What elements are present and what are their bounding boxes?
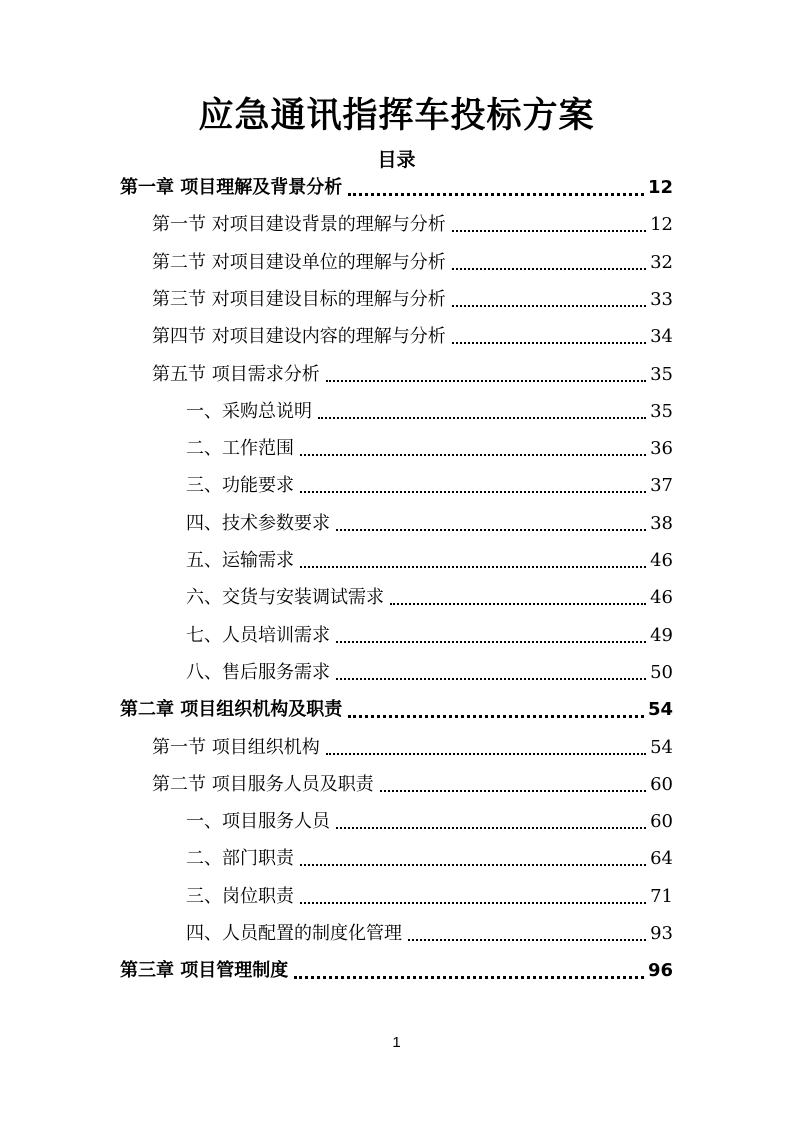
toc-entry-label: 第三章 项目管理制度	[120, 960, 289, 982]
toc-entry-page: 35	[650, 363, 673, 385]
dot-leader	[452, 342, 646, 344]
toc-entry-label: 四、人员配置的制度化管理	[186, 923, 402, 944]
dot-leader	[300, 864, 646, 866]
toc-entry-page: 93	[650, 923, 673, 944]
dot-leader	[452, 268, 646, 270]
toc-entry-item[interactable]	[186, 809, 673, 835]
toc-entry-page: 71	[650, 885, 673, 907]
toc-entry-section[interactable]	[152, 212, 673, 238]
dot-leader	[326, 753, 646, 755]
toc-entry-label: 一、项目服务人员	[186, 811, 330, 833]
toc-entry-item[interactable]	[186, 399, 673, 425]
document-title: 应急通讯指挥车投标方案	[198, 96, 595, 136]
toc-entry-label: 二、工作范围	[186, 438, 294, 460]
dot-leader	[408, 939, 646, 941]
toc-entry-chapter[interactable]	[120, 175, 673, 201]
dot-leader	[380, 790, 646, 792]
toc-entry-page: 36	[650, 438, 673, 460]
toc-entry-label: 第一节 对项目建设背景的理解与分析	[152, 214, 446, 236]
toc-entry-item[interactable]	[186, 660, 673, 686]
toc-entry-page: 37	[650, 475, 673, 497]
toc-entry-page: 12	[647, 177, 673, 198]
toc-entry-item[interactable]	[186, 436, 673, 462]
dot-leader	[294, 976, 644, 979]
toc-entry-page: 46	[650, 550, 673, 571]
toc-entry-item[interactable]	[186, 473, 673, 499]
toc-entry-label: 第二节 对项目建设单位的理解与分析	[152, 251, 446, 273]
toc-entry-label: 第一章 项目理解及背景分析	[120, 177, 343, 198]
toc-entry-page: 54	[650, 736, 673, 758]
toc-entry-page: 54	[647, 699, 673, 721]
toc-entry-item[interactable]	[186, 585, 673, 611]
dot-leader	[326, 380, 646, 382]
toc-entry-label: 第一节 项目组织机构	[152, 736, 320, 758]
toc-entry-page: 49	[650, 624, 673, 646]
toc-entry-label: 七、人员培训需求	[186, 624, 330, 646]
toc-entry-item[interactable]	[186, 921, 673, 947]
toc-entry-page: 33	[650, 288, 673, 310]
toc-entry-label: 五、运输需求	[186, 550, 294, 571]
toc-entry-label: 八、售后服务需求	[186, 661, 330, 683]
toc-entry-item[interactable]	[186, 511, 673, 537]
toc-entry-label: 三、功能要求	[186, 475, 294, 497]
dot-leader	[348, 193, 644, 196]
toc-entry-page: 38	[650, 512, 673, 534]
dot-leader	[336, 827, 646, 829]
dot-leader	[300, 902, 646, 904]
toc-entry-label: 第四节 对项目建设内容的理解与分析	[152, 326, 446, 348]
toc-entry-section[interactable]	[152, 735, 673, 761]
toc-entry-section[interactable]	[152, 772, 673, 798]
toc-entry-item[interactable]	[186, 623, 673, 649]
toc-entry-label: 四、技术参数要求	[186, 512, 330, 534]
toc-entry-page: 64	[650, 848, 673, 870]
toc-entry-label: 六、交货与安装调试需求	[186, 587, 384, 609]
toc-entry-page: 35	[650, 400, 673, 422]
toc-entry-chapter[interactable]	[120, 958, 673, 984]
dot-leader	[348, 715, 644, 718]
toc-entry-page: 32	[650, 251, 673, 273]
toc-entry-label: 二、部门职责	[186, 848, 294, 870]
toc-entry-item[interactable]	[186, 846, 673, 872]
toc-entry-label: 第五节 项目需求分析	[152, 363, 320, 385]
toc-entry-page: 60	[650, 811, 673, 833]
dot-leader	[336, 678, 646, 680]
dot-leader	[452, 230, 646, 232]
toc-entry-section[interactable]	[152, 362, 673, 388]
toc-entry-page: 12	[650, 214, 673, 236]
toc-entry-page: 60	[650, 773, 673, 795]
toc-entry-label: 第二节 项目服务人员及职责	[152, 773, 374, 795]
toc-entry-item[interactable]	[186, 548, 673, 574]
dot-leader	[336, 641, 646, 643]
toc-entry-section[interactable]	[152, 287, 673, 313]
toc-entry-label: 第二章 项目组织机构及职责	[120, 699, 343, 721]
toc-entry-section[interactable]	[152, 250, 673, 276]
dot-leader	[336, 529, 646, 531]
toc-entry-chapter[interactable]	[120, 697, 673, 723]
toc-entry-page: 34	[650, 326, 673, 348]
toc-entry-label: 三、岗位职责	[186, 885, 294, 907]
dot-leader	[300, 491, 646, 493]
toc-entry-section[interactable]	[152, 324, 673, 350]
toc-entry-page: 96	[647, 960, 673, 982]
page-number: 1	[392, 1034, 401, 1051]
dot-leader	[318, 417, 646, 419]
toc-entry-page: 50	[650, 661, 673, 683]
dot-leader	[452, 305, 646, 307]
toc-entry-label: 一、采购总说明	[186, 400, 312, 422]
dot-leader	[300, 454, 646, 456]
dot-leader	[300, 566, 646, 568]
toc-entry-item[interactable]	[186, 884, 673, 910]
dot-leader	[390, 603, 646, 605]
toc-entry-label: 第三节 对项目建设目标的理解与分析	[152, 288, 446, 310]
toc-entry-page: 46	[650, 587, 673, 609]
toc-heading: 目录	[377, 149, 416, 171]
